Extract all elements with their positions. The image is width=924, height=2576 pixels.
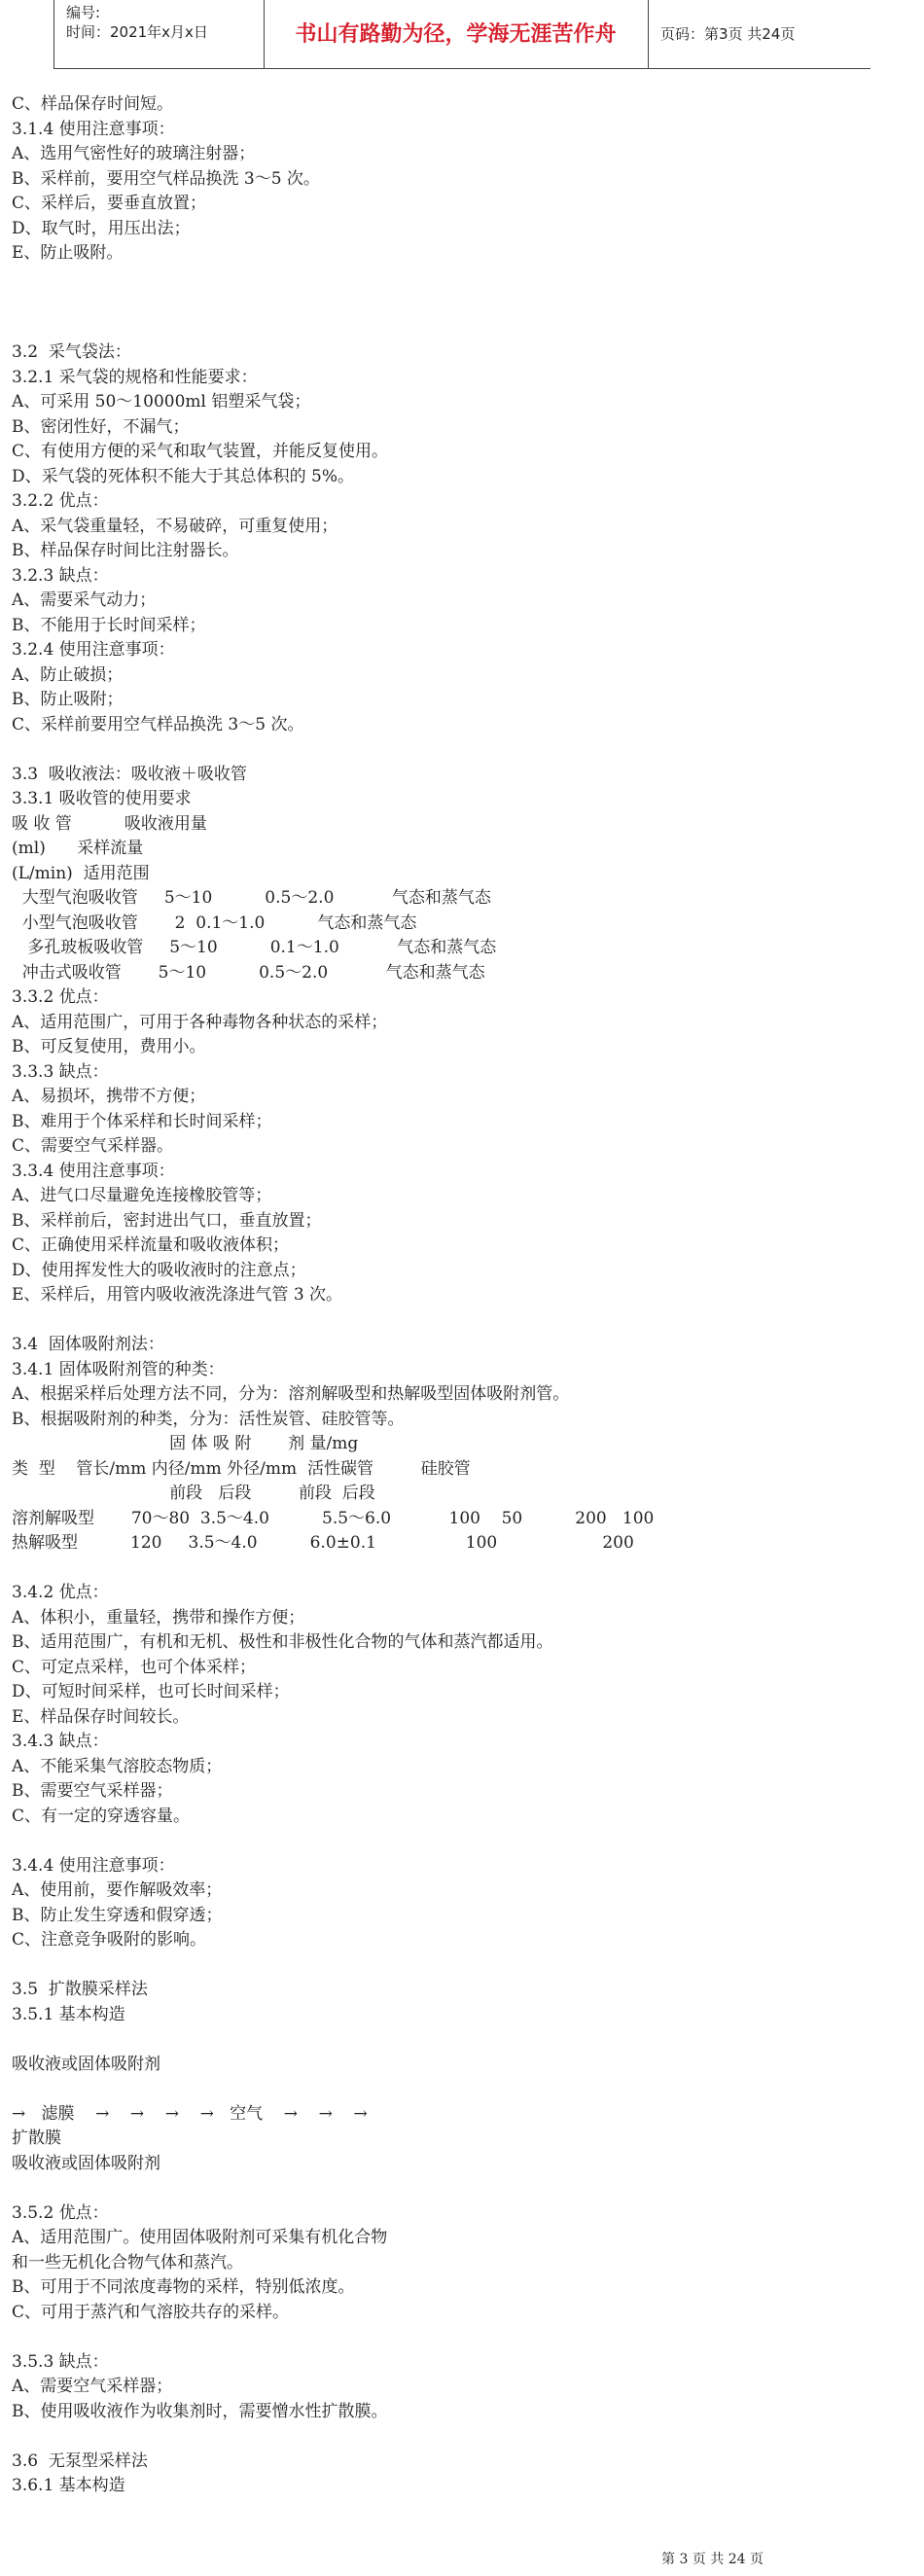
text-line: C、有一定的穿透容量。 bbox=[12, 1806, 191, 1826]
text-line: C、可用于蒸汽和气溶胶共存的采样。 bbox=[12, 2302, 290, 2322]
text-line: 固 体 吸 附 剂 量/mg bbox=[12, 1434, 359, 1453]
text-line: C、样品保存时间短。 bbox=[12, 94, 174, 114]
text-line: D、可短时间采样，也可长时间采样； bbox=[12, 1682, 290, 1701]
text-line: 吸 收 管 吸收液用量 bbox=[12, 813, 207, 834]
page-footer: 第 3 页 共 24 页 bbox=[661, 2552, 764, 2567]
text-line: A、可采用 50～10000ml 铝塑采气袋； bbox=[12, 392, 311, 411]
text-line: 类 型 管长/mm 内径/mm 外径/mm 活性碳管 硅胶管 bbox=[12, 1458, 471, 1479]
header-motto: 书山有路勤为径，学海无涯苦作舟 bbox=[295, 22, 617, 47]
text-line: A、不能采集气溶胶态物质； bbox=[12, 1756, 223, 1776]
time-label: 时间：2021年x月x日 bbox=[66, 23, 208, 41]
text-line: B、不能用于长时间采样； bbox=[12, 615, 206, 635]
text-line: 小型气泡吸收管 2 0.1～1.0 气态和蒸气态 bbox=[12, 912, 417, 933]
text-line: 3.3.1 吸收管的使用要求 bbox=[12, 789, 192, 808]
text-line: 3.5.1 基本构造 bbox=[12, 2004, 125, 2024]
text-line: B、可用于不同浓度毒物的采样，特别低浓度。 bbox=[12, 2277, 355, 2297]
text-line: C、可定点采样，也可个体采样； bbox=[12, 1657, 257, 1677]
text-line: C、正确使用采样流量和吸收液体积； bbox=[12, 1235, 290, 1255]
text-line: 溶剂解吸型 70～80 3.5～4.0 5.5～6.0 100 50 200 100 bbox=[12, 1508, 655, 1528]
number-label: 编号: bbox=[66, 4, 101, 21]
text-line: E、样品保存时间较长。 bbox=[12, 1706, 190, 1727]
text-line: (L/min) 适用范围 bbox=[12, 863, 150, 883]
text-line: 3.3.4 使用注意事项： bbox=[12, 1161, 175, 1181]
header-motto-cell bbox=[264, 0, 648, 68]
text-line: C、采样前要用空气样品换洗 3～5 次。 bbox=[12, 714, 304, 734]
text-line: B、根据吸附剂的种类，分为：活性炭管、硅胶管等。 bbox=[12, 1409, 405, 1429]
text-line: 3.4 固体吸附剂法： bbox=[12, 1335, 164, 1354]
text-line: 吸收液或固体吸附剂 bbox=[12, 2054, 160, 2074]
text-line: 3.4.4 使用注意事项： bbox=[12, 1855, 175, 1876]
text-line: B、密闭性好，不漏气； bbox=[12, 416, 190, 437]
page-code: 页码：第3页 共24页 bbox=[660, 25, 796, 43]
text-line: D、使用挥发性大的吸收液时的注意点； bbox=[12, 1260, 306, 1280]
text-line: 3.6.1 基本构造 bbox=[12, 2476, 125, 2495]
text-line: 3.2.4 使用注意事项： bbox=[12, 640, 175, 660]
text-line: A、选用气密性好的玻璃注射器； bbox=[12, 144, 256, 163]
text-line: B、防止吸附； bbox=[12, 690, 124, 709]
text-line: 3.3.3 缺点： bbox=[12, 1061, 109, 1082]
text-line: 3.4.1 固体吸附剂管的种类： bbox=[12, 1359, 225, 1379]
text-line: A、适用范围广，可用于各种毒物各种状态的采样； bbox=[12, 1012, 388, 1032]
text-line: 3.5 扩散膜采样法 bbox=[12, 1980, 148, 1999]
text-line: A、进气口尽量避免连接橡胶管等； bbox=[12, 1186, 272, 1205]
text-line: 前段 后段 前段 后段 bbox=[12, 1484, 375, 1503]
text-line: D、采气袋的死体积不能大于其总体积的 5%。 bbox=[12, 466, 355, 486]
text-line: 多孔玻板吸收管 5～10 0.1～1.0 气态和蒸气态 bbox=[12, 938, 497, 957]
text-line: 扩散膜 bbox=[12, 2129, 61, 2148]
header-meta-cell bbox=[53, 0, 265, 68]
text-line: 大型气泡吸收管 5～10 0.5～2.0 气态和蒸气态 bbox=[12, 888, 491, 908]
text-line: C、需要空气采样器。 bbox=[12, 1136, 174, 1156]
text-line: B、样品保存时间比注射器长。 bbox=[12, 541, 239, 560]
text-line: E、防止吸附。 bbox=[12, 243, 124, 263]
text-line: E、采样后，用管内吸收液洗涤进气管 3 次。 bbox=[12, 1285, 343, 1305]
text-line: B、采样前后，密封进出气口，垂直放置； bbox=[12, 1210, 322, 1231]
text-line: C、注意竞争吸附的影响。 bbox=[12, 1930, 207, 1950]
text-line: A、适用范围广。使用固体吸附剂可采集有机化合物 bbox=[12, 2228, 388, 2247]
text-line: 3.5.2 优点： bbox=[12, 2202, 109, 2223]
text-line: A、根据采样后处理方法不同，分为：溶剂解吸型和热解吸型固体吸附剂管。 bbox=[12, 1384, 570, 1404]
text-line: A、需要空气采样器； bbox=[12, 2377, 173, 2396]
text-line: B、采样前，要用空气样品换洗 3～5 次。 bbox=[12, 168, 320, 189]
text-line: B、防止发生穿透和假穿透； bbox=[12, 1905, 223, 1925]
text-line: 吸收液或固体吸附剂 bbox=[12, 2153, 160, 2173]
text-line: D、取气时，用压出法； bbox=[12, 218, 191, 238]
text-line: 3.3 吸收液法：吸收液＋吸收管 bbox=[12, 764, 247, 784]
header-page-cell bbox=[648, 0, 871, 68]
text-line: → 滤膜 → → → → 空气 → → → bbox=[12, 2103, 368, 2124]
text-line: 和一些无机化合物气体和蒸汽。 bbox=[12, 2252, 243, 2272]
text-line: 3.3.2 优点： bbox=[12, 987, 109, 1007]
text-line: (ml) 采样流量 bbox=[12, 839, 144, 858]
text-line: B、难用于个体采样和长时间采样； bbox=[12, 1111, 272, 1131]
page-header bbox=[53, 0, 871, 69]
text-line: 3.2.3 缺点： bbox=[12, 565, 109, 586]
text-line: A、使用前，要作解吸效率； bbox=[12, 1880, 223, 1900]
text-line: A、易损坏，携带不方便； bbox=[12, 1087, 206, 1106]
text-line: 3.2.1 采气袋的规格和性能要求： bbox=[12, 367, 258, 387]
text-line: 3.6 无泵型采样法 bbox=[12, 2451, 148, 2471]
text-line: B、使用吸收液作为收集剂时，需要憎水性扩散膜。 bbox=[12, 2401, 388, 2421]
text-line: A、采气袋重量轻，不易破碎，可重复使用； bbox=[12, 516, 338, 536]
text-line: 3.4.2 优点： bbox=[12, 1583, 109, 1602]
text-line: B、可反复使用，费用小。 bbox=[12, 1037, 206, 1056]
text-line: A、需要采气动力； bbox=[12, 590, 157, 610]
text-line: 冲击式吸收管 5～10 0.5～2.0 气态和蒸气态 bbox=[12, 962, 485, 983]
text-line: A、体积小，重量轻，携带和操作方便； bbox=[12, 1607, 305, 1628]
text-line: 热解吸型 120 3.5～4.0 6.0±0.1 100 200 bbox=[12, 1533, 634, 1553]
text-line: 3.1.4 使用注意事项： bbox=[12, 119, 175, 139]
text-line: C、有使用方便的采气和取气装置，并能反复使用。 bbox=[12, 442, 389, 461]
text-line: B、适用范围广，有机和无机、极性和非极性化合物的气体和蒸汽都适用。 bbox=[12, 1632, 553, 1652]
text-line: A、防止破损； bbox=[12, 664, 124, 685]
text-line: 3.4.3 缺点： bbox=[12, 1732, 109, 1751]
text-line: C、采样后，要垂直放置； bbox=[12, 194, 207, 213]
text-line: B、需要空气采样器； bbox=[12, 1781, 173, 1801]
text-line: 3.2.2 优点： bbox=[12, 491, 109, 511]
text-line: 3.5.3 缺点： bbox=[12, 2351, 109, 2372]
text-line: 3.2 采气袋法： bbox=[12, 342, 131, 362]
